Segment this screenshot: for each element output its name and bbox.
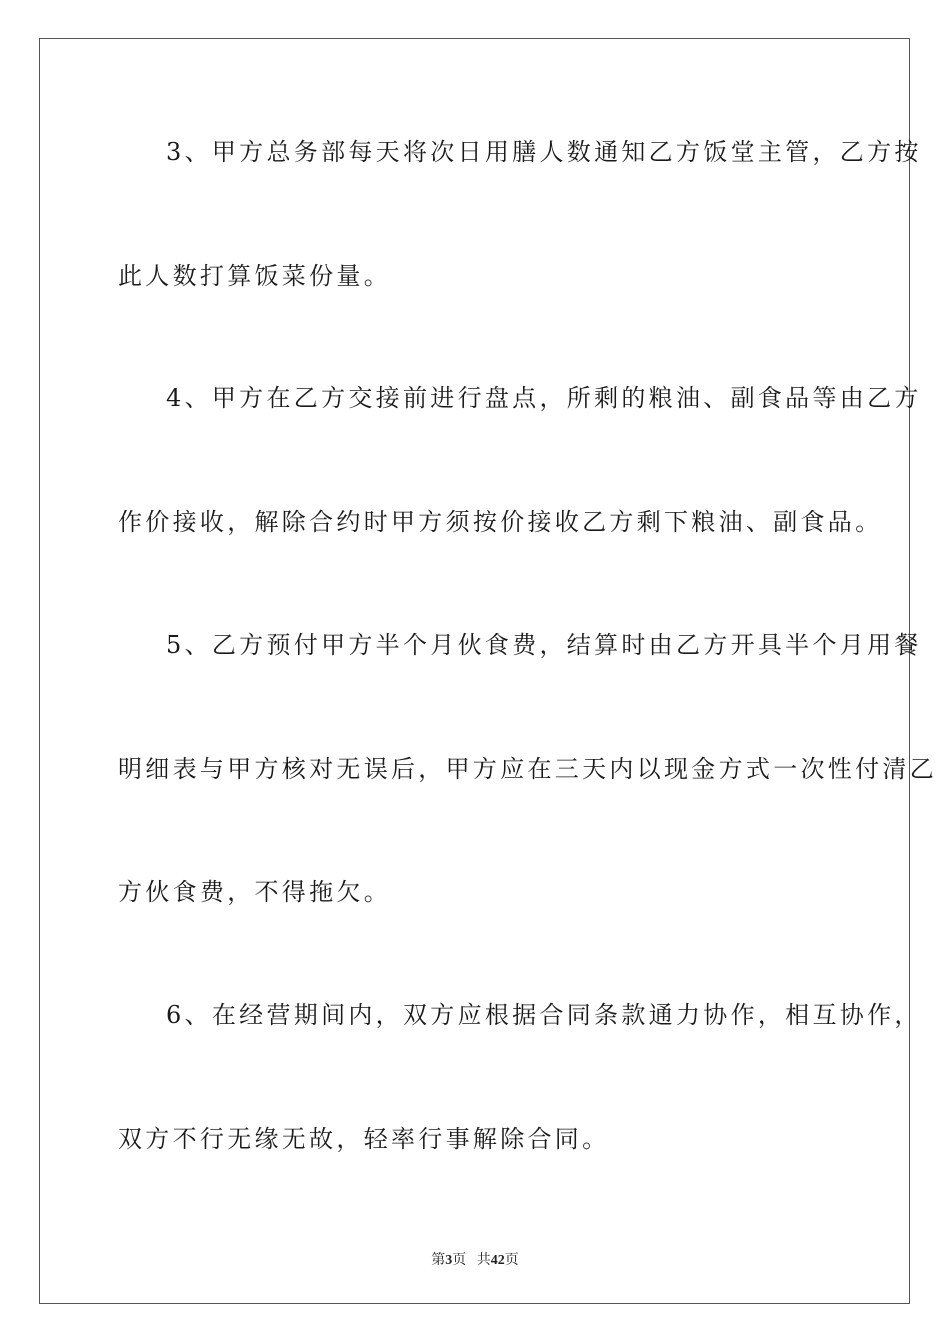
page-border xyxy=(39,38,910,1304)
total-pages-number: 42 xyxy=(490,1253,505,1268)
paragraph-4-line-2: 作价接收，解除合约时甲方须按价接收乙方剩下粮油、副食品。 xyxy=(118,508,883,536)
footer-total-prefix: 共 xyxy=(476,1253,491,1268)
page-footer xyxy=(0,1249,950,1269)
footer-page-suffix: 页 xyxy=(452,1253,467,1268)
paragraph-6-line-1: 6、在经营期间内，双方应根据合同条款通力协作，相互协作， xyxy=(166,1001,922,1029)
footer-prefix: 第 xyxy=(431,1253,446,1268)
footer-total-suffix: 页 xyxy=(504,1253,519,1268)
paragraph-5-line-1: 5、乙方预付甲方半个月伙食费，结算时由乙方开具半个月用餐 xyxy=(166,631,922,659)
current-page-number: 3 xyxy=(445,1253,453,1268)
paragraph-5-line-3: 方伙食费，不得拖欠。 xyxy=(118,878,391,906)
paragraph-3-line-2: 此人数打算饭菜份量。 xyxy=(118,262,391,290)
paragraph-5-line-2: 明细表与甲方核对无误后，甲方应在三天内以现金方式一次性付清乙 xyxy=(118,755,937,783)
paragraph-3-line-1: 3、甲方总务部每天将次日用膳人数通知乙方饭堂主管，乙方按 xyxy=(166,138,922,166)
paragraph-6-line-2: 双方不行无缘无故，轻率行事解除合同。 xyxy=(118,1125,610,1153)
paragraph-4-line-1: 4、甲方在乙方交接前进行盘点，所剩的粮油、副食品等由乙方 xyxy=(166,384,922,412)
